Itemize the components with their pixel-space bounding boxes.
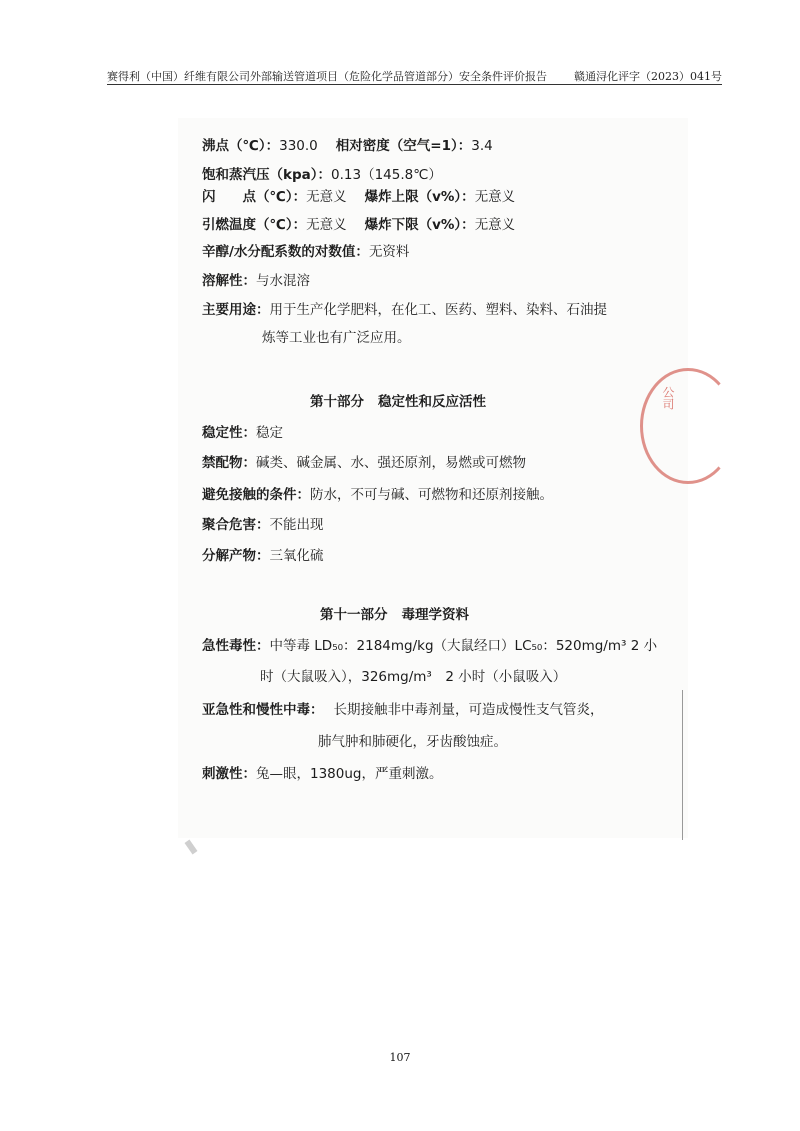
vapor-pressure-label: 饱和蒸汽压（kpa）： <box>202 167 332 183</box>
chronic-toxicity-value-line1: 长期接触非中毒剂量，可造成慢性支气管炎， <box>333 702 604 718</box>
ignition-temp-row <box>202 213 515 233</box>
stability-value: 稳定 <box>256 425 283 441</box>
boiling-point-value: 330.0 <box>279 138 318 154</box>
acute-toxicity-label: 急性毒性： <box>202 638 270 654</box>
header-report-title: 赛得利（中国）纤维有限公司外部输送管道项目（危险化学品管道部分）安全条件评价报告 <box>107 70 547 83</box>
explosion-lower-value: 无意义 <box>474 217 516 233</box>
irritation-row <box>202 762 442 782</box>
relative-density-value: 3.4 <box>471 138 493 154</box>
avoid-conditions-value: 防水，不可与碱、可燃物和还原剂接触。 <box>310 487 553 503</box>
acute-toxicity-value-line1: 中等毒 LD₅₀：2184mg/kg（大鼠经口）LC₅₀：520mg/m³ 2 小 <box>269 638 658 654</box>
polymerization-label: 聚合危害： <box>202 517 270 533</box>
irritation-value: 兔—眼，1380ug，严重刺激。 <box>256 766 443 782</box>
octanol-water-row <box>202 240 409 260</box>
polymerization-row <box>202 513 324 533</box>
seal-text: 公司 <box>661 386 675 410</box>
avoid-conditions-row <box>202 483 553 503</box>
solubility-label: 溶解性： <box>202 273 256 289</box>
header-report-number: 赣通浔化评字（2023）041号 <box>574 70 722 83</box>
avoid-conditions-label: 避免接触的条件： <box>202 487 310 503</box>
explosion-lower-label: 爆炸下限（v%）： <box>364 217 475 233</box>
usage-label: 主要用途： <box>202 302 270 318</box>
polymerization-value: 不能出现 <box>269 517 324 533</box>
official-seal-stamp <box>640 368 736 484</box>
chronic-toxicity-row-continued <box>318 730 507 750</box>
incompatible-value: 碱类、碱金属、水、强还原剂，易燃或可燃物 <box>256 455 526 471</box>
relative-density-label: 相对密度（空气=1）： <box>335 138 472 154</box>
acute-toxicity-value-line2: 时（大鼠吸入），326mg/m³ 2 小时（小鼠吸入） <box>260 669 567 685</box>
section10-number: 第十部分 <box>310 394 364 410</box>
scan-edge-line <box>682 690 683 840</box>
usage-row <box>202 298 607 318</box>
explosion-upper-label: 爆炸上限（v%）： <box>364 189 475 205</box>
decomposition-row <box>202 544 324 564</box>
flash-point-value: 无意义 <box>306 189 347 205</box>
decomposition-label: 分解产物： <box>202 548 270 564</box>
usage-value-line1: 用于生产化学肥料，在化工、医药、塑料、染料、石油提 <box>269 302 607 318</box>
ignition-temp-value: 无意义 <box>306 217 347 233</box>
chronic-toxicity-value-line2: 肺气肿和肺硬化，牙齿酸蚀症。 <box>318 734 507 750</box>
section10-heading <box>310 390 486 410</box>
acute-toxicity-row-continued <box>260 665 566 685</box>
section11-number: 第十一部分 <box>320 607 388 623</box>
decomposition-value: 三氧化硫 <box>269 548 324 564</box>
irritation-label: 刺激性： <box>202 766 256 782</box>
boiling-point-label: 沸点（℃）： <box>202 138 280 154</box>
section10-title: 稳定性和反应活性 <box>378 394 486 410</box>
flash-point-label: 闪 点（℃）： <box>202 189 307 205</box>
solubility-value: 与水混溶 <box>256 273 310 289</box>
page-number: 107 <box>389 1051 411 1064</box>
ignition-temp-label: 引燃温度（℃）： <box>202 217 307 233</box>
usage-row-continued <box>262 326 411 346</box>
octanol-water-value: 无资料 <box>368 244 410 260</box>
vapor-pressure-row <box>202 163 442 183</box>
usage-value-line2: 炼等工业也有广泛应用。 <box>262 330 411 346</box>
stability-row <box>202 421 283 441</box>
page-header <box>107 68 722 85</box>
vapor-pressure-value: 0.13（145.8℃） <box>331 167 442 183</box>
chronic-toxicity-row <box>202 698 604 718</box>
incompatible-row <box>202 451 526 471</box>
flash-point-row <box>202 185 515 205</box>
acute-toxicity-row <box>202 634 657 654</box>
explosion-upper-value: 无意义 <box>474 189 516 205</box>
solubility-row <box>202 269 310 289</box>
octanol-water-label: 辛醇/水分配系数的对数值： <box>202 244 369 260</box>
boiling-point-row <box>202 134 493 154</box>
section11-heading <box>320 603 469 623</box>
incompatible-label: 禁配物： <box>202 455 256 471</box>
stability-label: 稳定性： <box>202 425 256 441</box>
chronic-toxicity-label: 亚急性和慢性中毒： <box>202 702 324 718</box>
scan-artifact-mark <box>185 840 198 855</box>
section11-title: 毒理学资料 <box>401 607 469 623</box>
